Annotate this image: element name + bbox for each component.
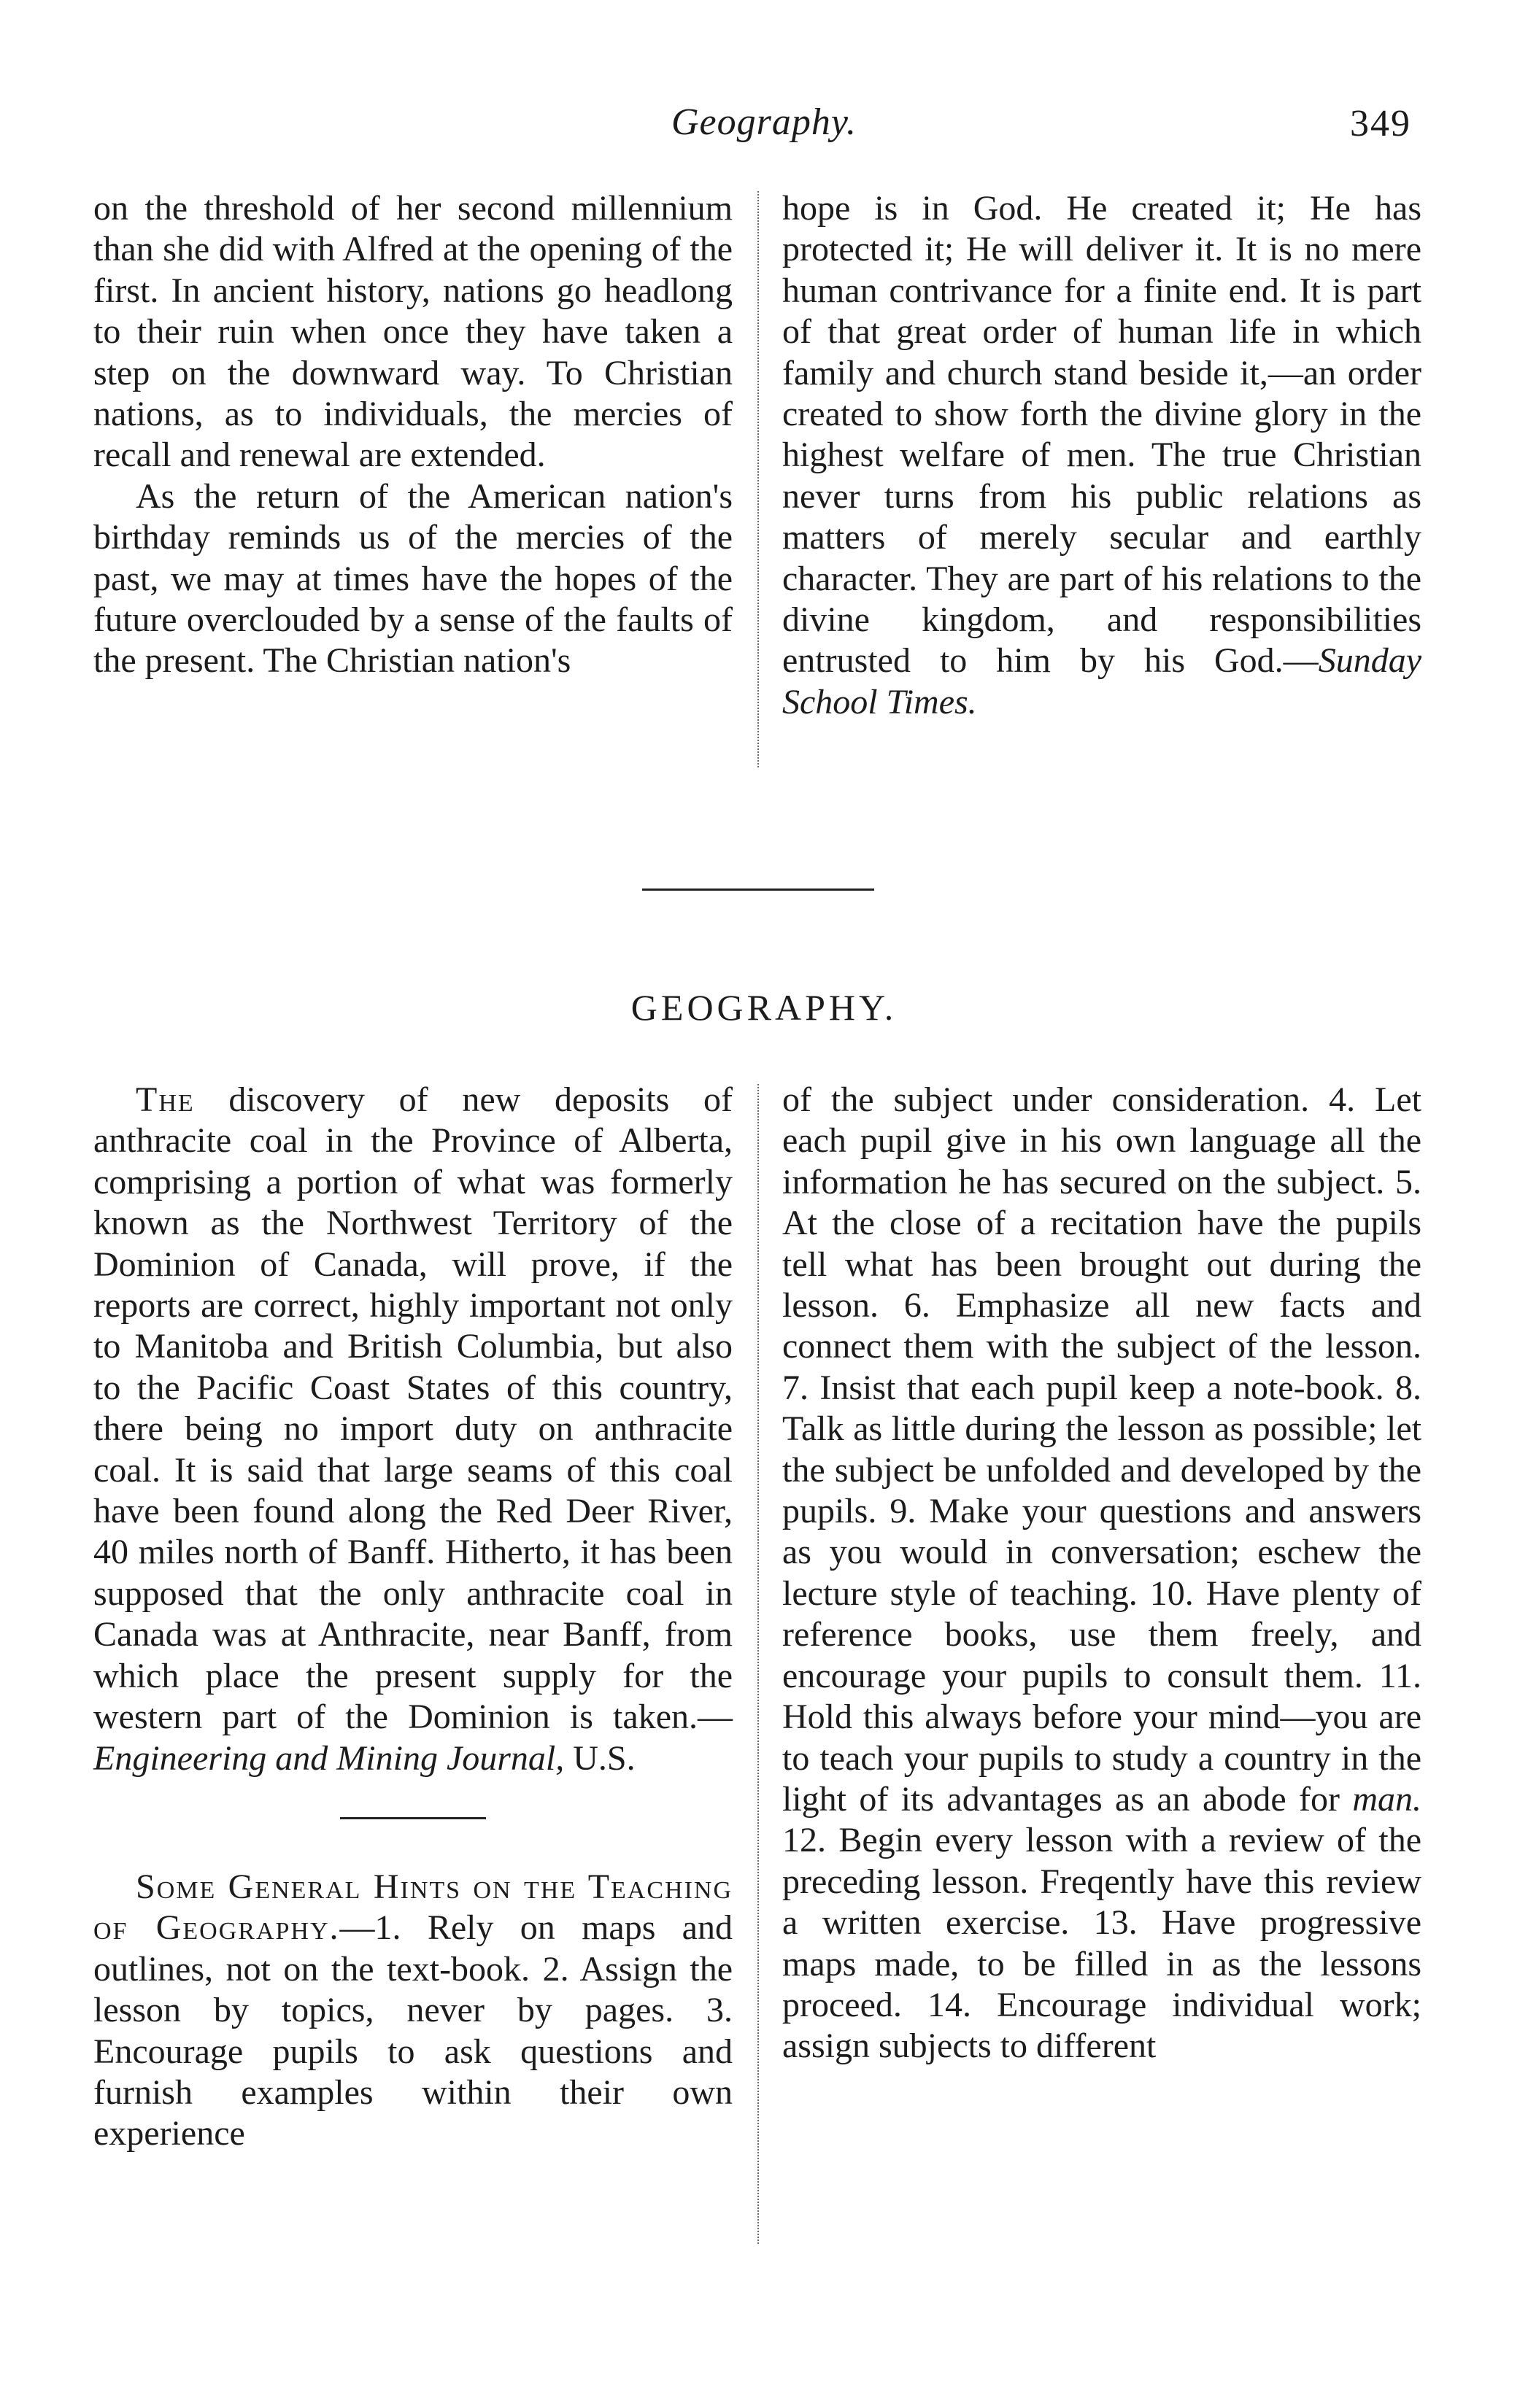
bottom-right-column	[782, 1080, 1421, 2067]
paragraph: As the return of the American nation's birthday reminds us of the mercies of the past, we may at times have the hopes of the future overclouded by a sense of the faults of the present. The Christian nation's	[93, 476, 733, 681]
paragraph-text: hope is in God. He created it; He has protected it; He will deliver it. It is no mere human contrivance for a finite end. It is part of that great order of human life in which family and church stand beside it,—an order created to show forth the divine glory in the highest welfare of men. The true Christian never turns from his public relations as matters of merely secular and earthly character. They are part of his relations to the divine kingdom, and responsibilities entrusted to him by his God.—	[782, 189, 1421, 681]
article-text: of the subject under consideration. 4. Let each pupil give in his own language all the information he has secured on the subject. 5. At the close of a recitation have the pupils tell what has been brought out during the lesson. 6. Emphasize all new facts and connect them with the subject of the lesson. 7. Insist that each pupil keep a note-book. 8. Talk as little during the lesson as possible; let the subject be unfolded and developed by the pupils. 9. Make your questions and answers as you would in conversation; eschew the lecture style of teaching. 10. Have plenty of reference books, use them freely, and encourage your pupils to consult them. 11. Hold this always before your mind—you are to teach your pupils to study a country in the light of its advantages as an abode for	[782, 1080, 1421, 1819]
article-text: —1. Rely on maps and outlines, not on the text-book. 2. Assign the lesson by topics, never by pages. 3. Encourage pupils to ask questions and furnish examples within their own experience	[93, 1908, 733, 2153]
article-heading: Some General Hints on the Teaching of Geography.	[93, 1867, 733, 1948]
article-text: 12. Begin every lesson with a review of the preceding lesson. Freqently have this review a written exercise. 13. Have progressive maps made, to be filled in as the lessons proceed. 14. Encourage individual work; assign subjects to different	[782, 1821, 1421, 2066]
source-citation: Engineering and Mining Journal,	[93, 1738, 565, 1778]
section-title: GEOGRAPHY.	[630, 987, 898, 1028]
paragraph	[782, 188, 1421, 723]
article-text: discovery of new deposits of anthracite coal in the Province of Alberta, comprising a portion of what was formerly known as the Northwest Territory of the Dominion of Canada, will prove, if the reports are correct, highly important not only to Manitoba and British Columbia, but also to the Pacific Coast States of this country, there being no import duty on anthracite coal. It is said that large seams of this coal have been found along the Red Deer River, 40 miles north of Banff. Hitherto, it has been supposed that the only anthracite coal in Canada was at Anthracite, near Banff, from which place the present supply for the western part of the Dominion is taken.—	[93, 1080, 733, 1737]
lead-word: The	[136, 1080, 195, 1119]
continued-paragraph: on the threshold of her second millennium than she did with Alfred at the opening of the first. In ancient history, nations go headlong to their ruin when once they have taken a step on the downward way. To Christian nations, as to individuals, the mercies of recall and renewal are extended.	[93, 189, 733, 475]
section-separator-rule	[642, 889, 874, 891]
source-citation: Sunday School Times.	[782, 641, 1421, 721]
article-separator	[93, 1779, 733, 1867]
column-divider	[757, 191, 759, 767]
top-left-column	[93, 188, 733, 682]
continued-paragraph	[782, 1080, 1421, 2067]
separator-rule	[340, 1817, 486, 1819]
article-paragraph	[93, 1080, 733, 1779]
article-paragraph	[93, 1867, 733, 2155]
page-number: 349	[1350, 103, 1411, 144]
running-head: Geography.	[671, 101, 857, 143]
bottom-left-column	[93, 1080, 733, 2155]
source-suffix: U.S.	[564, 1738, 636, 1778]
column-divider	[757, 1084, 759, 2244]
top-right-column	[782, 188, 1421, 723]
emphasis-text: man.	[1352, 1779, 1421, 1819]
